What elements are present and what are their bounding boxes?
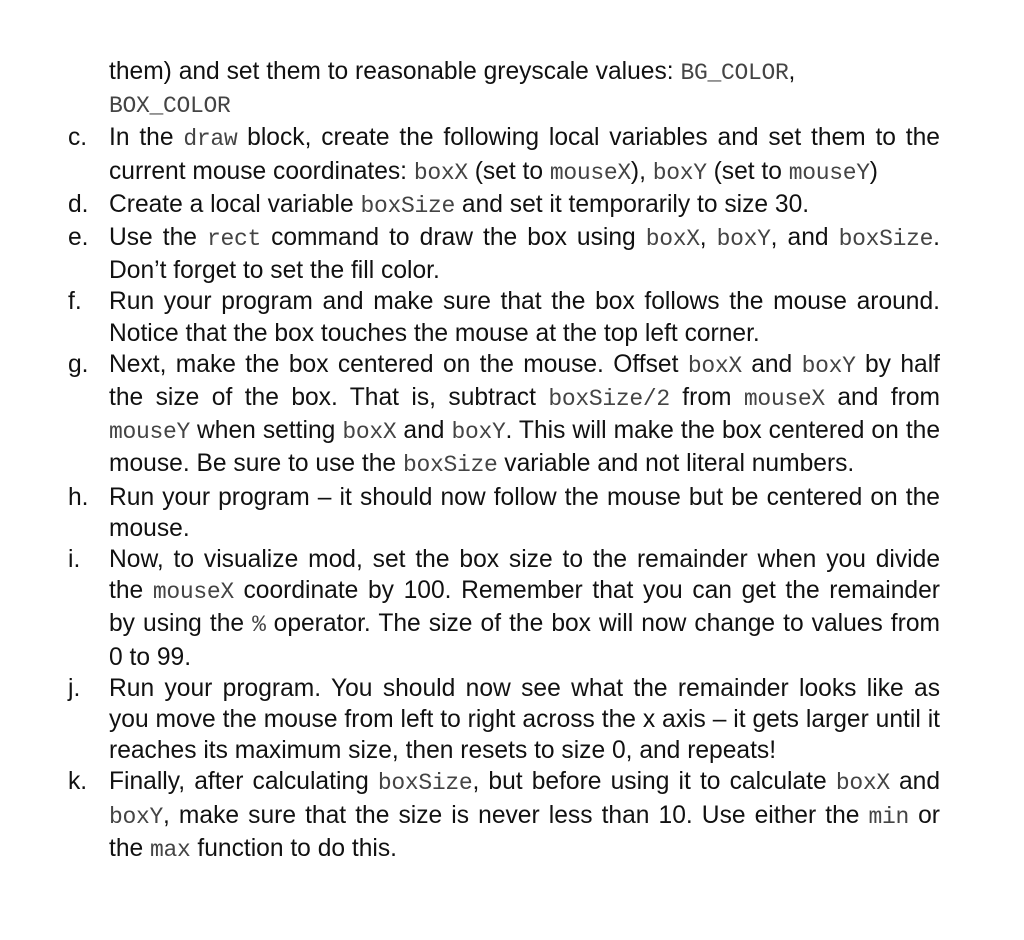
list-marker: d. (68, 190, 89, 218)
text-run: Run your program – it should now follow the mouse but be centered on the mouse. (109, 483, 940, 542)
text-run: ) (869, 157, 878, 185)
code-token: mouseX (152, 579, 234, 606)
code-token: boxSize (402, 452, 498, 479)
text-run: command to draw the box using (261, 224, 646, 252)
text-run: Create a local variable (109, 190, 361, 218)
text-run: , make sure that the size is never less than 10. Use either the (163, 801, 869, 829)
text-run: Finally, after calculating (109, 768, 378, 796)
text-run: them) and set them to reasonable greyscale values: (109, 58, 681, 85)
text-run: In the (109, 124, 184, 152)
text-run: by half the size of the box. That is, subtract (109, 350, 940, 412)
code-token: boxSize (377, 770, 473, 797)
instruction-list (0, 56, 1024, 866)
text-run: , (699, 224, 717, 252)
list-marker: i. (68, 546, 81, 574)
list-marker: f. (68, 288, 82, 316)
list-item-d (0, 189, 940, 222)
list-item-h (0, 482, 940, 544)
text-run: block, create the following local variables and set them to the current mouse coordinates: (109, 124, 940, 185)
list-marker: g. (68, 350, 89, 378)
code-token: boxY (716, 226, 771, 253)
text-run: , but before using it to calculate (472, 768, 836, 796)
code-token: boxY (652, 159, 707, 186)
code-token: boxY (801, 352, 856, 379)
code-token: boxX (835, 770, 890, 797)
code-token: boxY (109, 803, 164, 830)
text-run: and (889, 768, 940, 796)
text-run: ), (630, 157, 653, 185)
code-token: mouseY (109, 419, 191, 446)
text-run: coordinate by 100. Remember that you can get the remainder by using the (109, 577, 940, 638)
code-token: min (868, 803, 910, 830)
text-run: and set it temporarily to size 30. (455, 190, 810, 218)
code-token: draw (183, 126, 238, 153)
text-run: from (669, 384, 744, 412)
code-token: boxX (687, 352, 742, 379)
list-item-i (0, 544, 940, 673)
text-run: when setting (190, 417, 343, 445)
code-token: boxY (451, 419, 506, 446)
text-run: variable and not literal numbers. (497, 450, 855, 478)
code-token: boxSize/2 (548, 386, 670, 413)
list-item-continuation (0, 56, 940, 122)
code-token: mouseX (743, 386, 825, 413)
list-item-f (0, 286, 940, 348)
list-item-e (0, 222, 940, 286)
code-token: mouseY (788, 159, 870, 186)
text-run: Run your program and make sure that the box follows the mouse around. Notice that the box touches the mouse at the top left corner. (109, 288, 940, 347)
list-item-g (0, 349, 940, 482)
text-run: and from (824, 384, 941, 412)
list-marker: e. (68, 224, 89, 252)
code-token: mouseX (549, 159, 631, 186)
text-run: . This will make the box centered on the mouse. Be sure to use the (109, 417, 941, 478)
code-token: boxX (645, 226, 700, 253)
code-token: boxX (413, 159, 468, 186)
text-run: (set to (467, 157, 550, 185)
list-item-j (0, 673, 940, 767)
code-token: BOX_COLOR (109, 93, 231, 120)
text-run: operator. The size of the box will now change to values from 0 to 99. (109, 610, 940, 671)
code-token: % (252, 612, 266, 639)
list-item-c (0, 122, 940, 188)
code-token: BG_COLOR (680, 60, 789, 86)
text-run: , and (770, 224, 839, 252)
text-run: or the (109, 801, 940, 862)
code-token: boxX (342, 419, 397, 446)
text-run: , (788, 58, 796, 85)
list-marker: j. (68, 674, 81, 702)
code-token: boxSize (838, 226, 934, 253)
text-run: Next, make the box centered on the mouse. Offset (109, 350, 688, 378)
text-run: function to do this. (190, 834, 397, 862)
text-run: Now, to visualize mod, set the box size to the remainder when you divide the (109, 546, 940, 605)
text-run: Run your program. You should now see what the remainder looks like as you move the mouse from left to right across the x axis – it gets larger until it reaches its maximum size, then resets to size 0, and repeats! (109, 674, 940, 765)
text-run: Use the (109, 224, 208, 252)
text-run: and (741, 350, 802, 378)
list-marker: h. (68, 483, 89, 511)
list-marker: c. (68, 124, 88, 152)
text-run: and (396, 417, 452, 445)
code-token: rect (207, 226, 262, 253)
code-token: boxSize (360, 192, 456, 219)
list-item-k (0, 766, 940, 866)
text-run: . Don’t forget to set the fill color. (109, 224, 940, 285)
list-marker: k. (68, 768, 88, 796)
text-run: (set to (706, 157, 789, 185)
code-token: max (150, 836, 191, 863)
